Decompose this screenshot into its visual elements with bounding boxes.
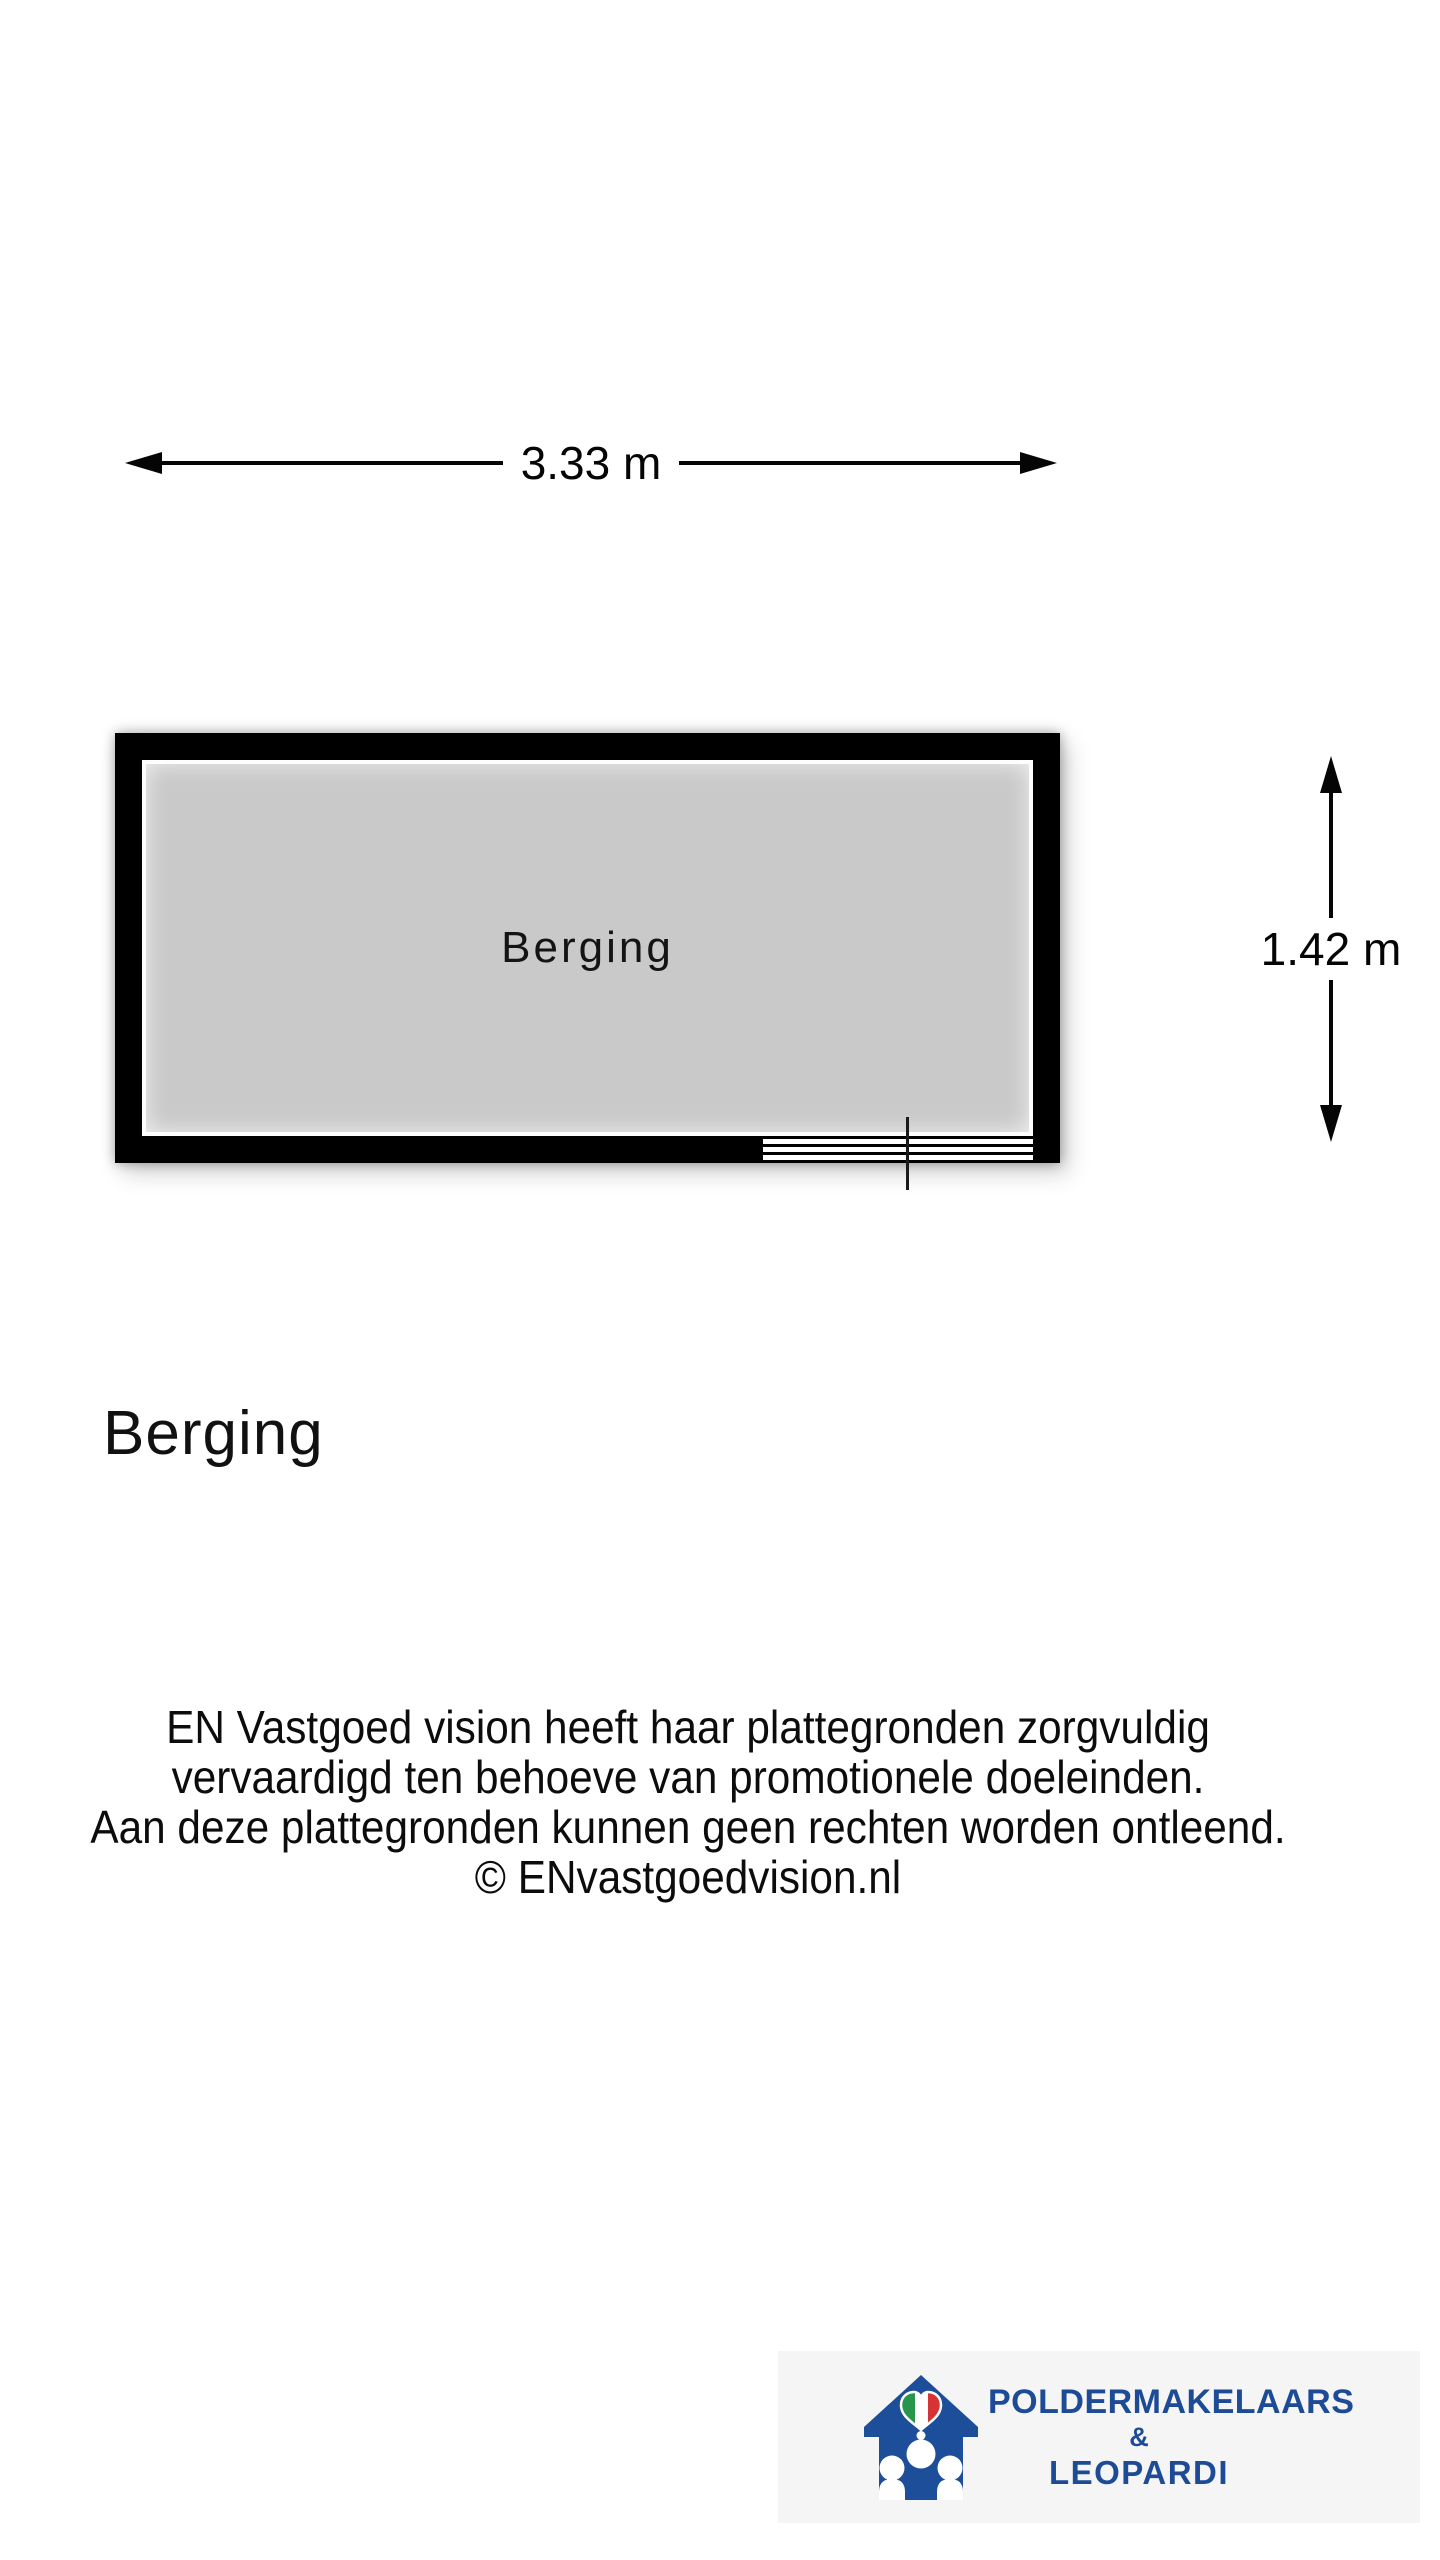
dimension-line	[1329, 793, 1333, 918]
house-logo-icon	[862, 2373, 980, 2501]
width-dimension-label: 3.33 m	[520, 437, 662, 489]
brand-ampersand: &	[1129, 2422, 1149, 2452]
arrowhead-down-icon	[1320, 1105, 1342, 1142]
brand-name-line1: POLDERMAKELAARS	[988, 2383, 1355, 2421]
disclaimer	[55, 1702, 1321, 1902]
disclaimer-line: vervaardigd ten behoeve van promotionele doeleinden.	[171, 1751, 1205, 1803]
window-symbol	[763, 1136, 1033, 1163]
height-dimension	[1256, 756, 1406, 1142]
room-berging	[115, 733, 1060, 1163]
brand-wordmark	[988, 2383, 1355, 2491]
person-left-head	[880, 2456, 905, 2481]
dimension-line	[1329, 980, 1333, 1105]
width-dimension	[125, 438, 1057, 488]
person-neck-dot	[917, 2431, 926, 2440]
arrowhead-left-icon	[125, 452, 162, 474]
person-right-head	[938, 2456, 963, 2481]
disclaimer-line: EN Vastgoed vision heeft haar plattegronden zorgvuldig	[166, 1701, 1210, 1753]
dimension-line	[162, 461, 503, 465]
room-floor	[142, 760, 1033, 1136]
plan-title: Berging	[103, 1399, 324, 1468]
arrowhead-right-icon	[1020, 452, 1057, 474]
disclaimer-copyright: © ENvastgoedvision.nl	[474, 1851, 902, 1903]
arrowhead-up-icon	[1320, 756, 1342, 793]
person-left-body	[879, 2479, 905, 2500]
footer-logo-panel	[778, 2351, 1420, 2523]
person-center-head	[907, 2440, 936, 2469]
dimension-line	[679, 461, 1020, 465]
disclaimer-line: Aan deze plattegronden kunnen geen rechten worden ontleend.	[90, 1801, 1286, 1853]
door-marker-line	[906, 1117, 909, 1190]
room-label: Berging	[501, 923, 674, 972]
person-right-body	[937, 2479, 963, 2500]
brand-name-line2: LEOPARDI	[1048, 2454, 1230, 2491]
height-dimension-label: 1.42 m	[1260, 923, 1402, 975]
